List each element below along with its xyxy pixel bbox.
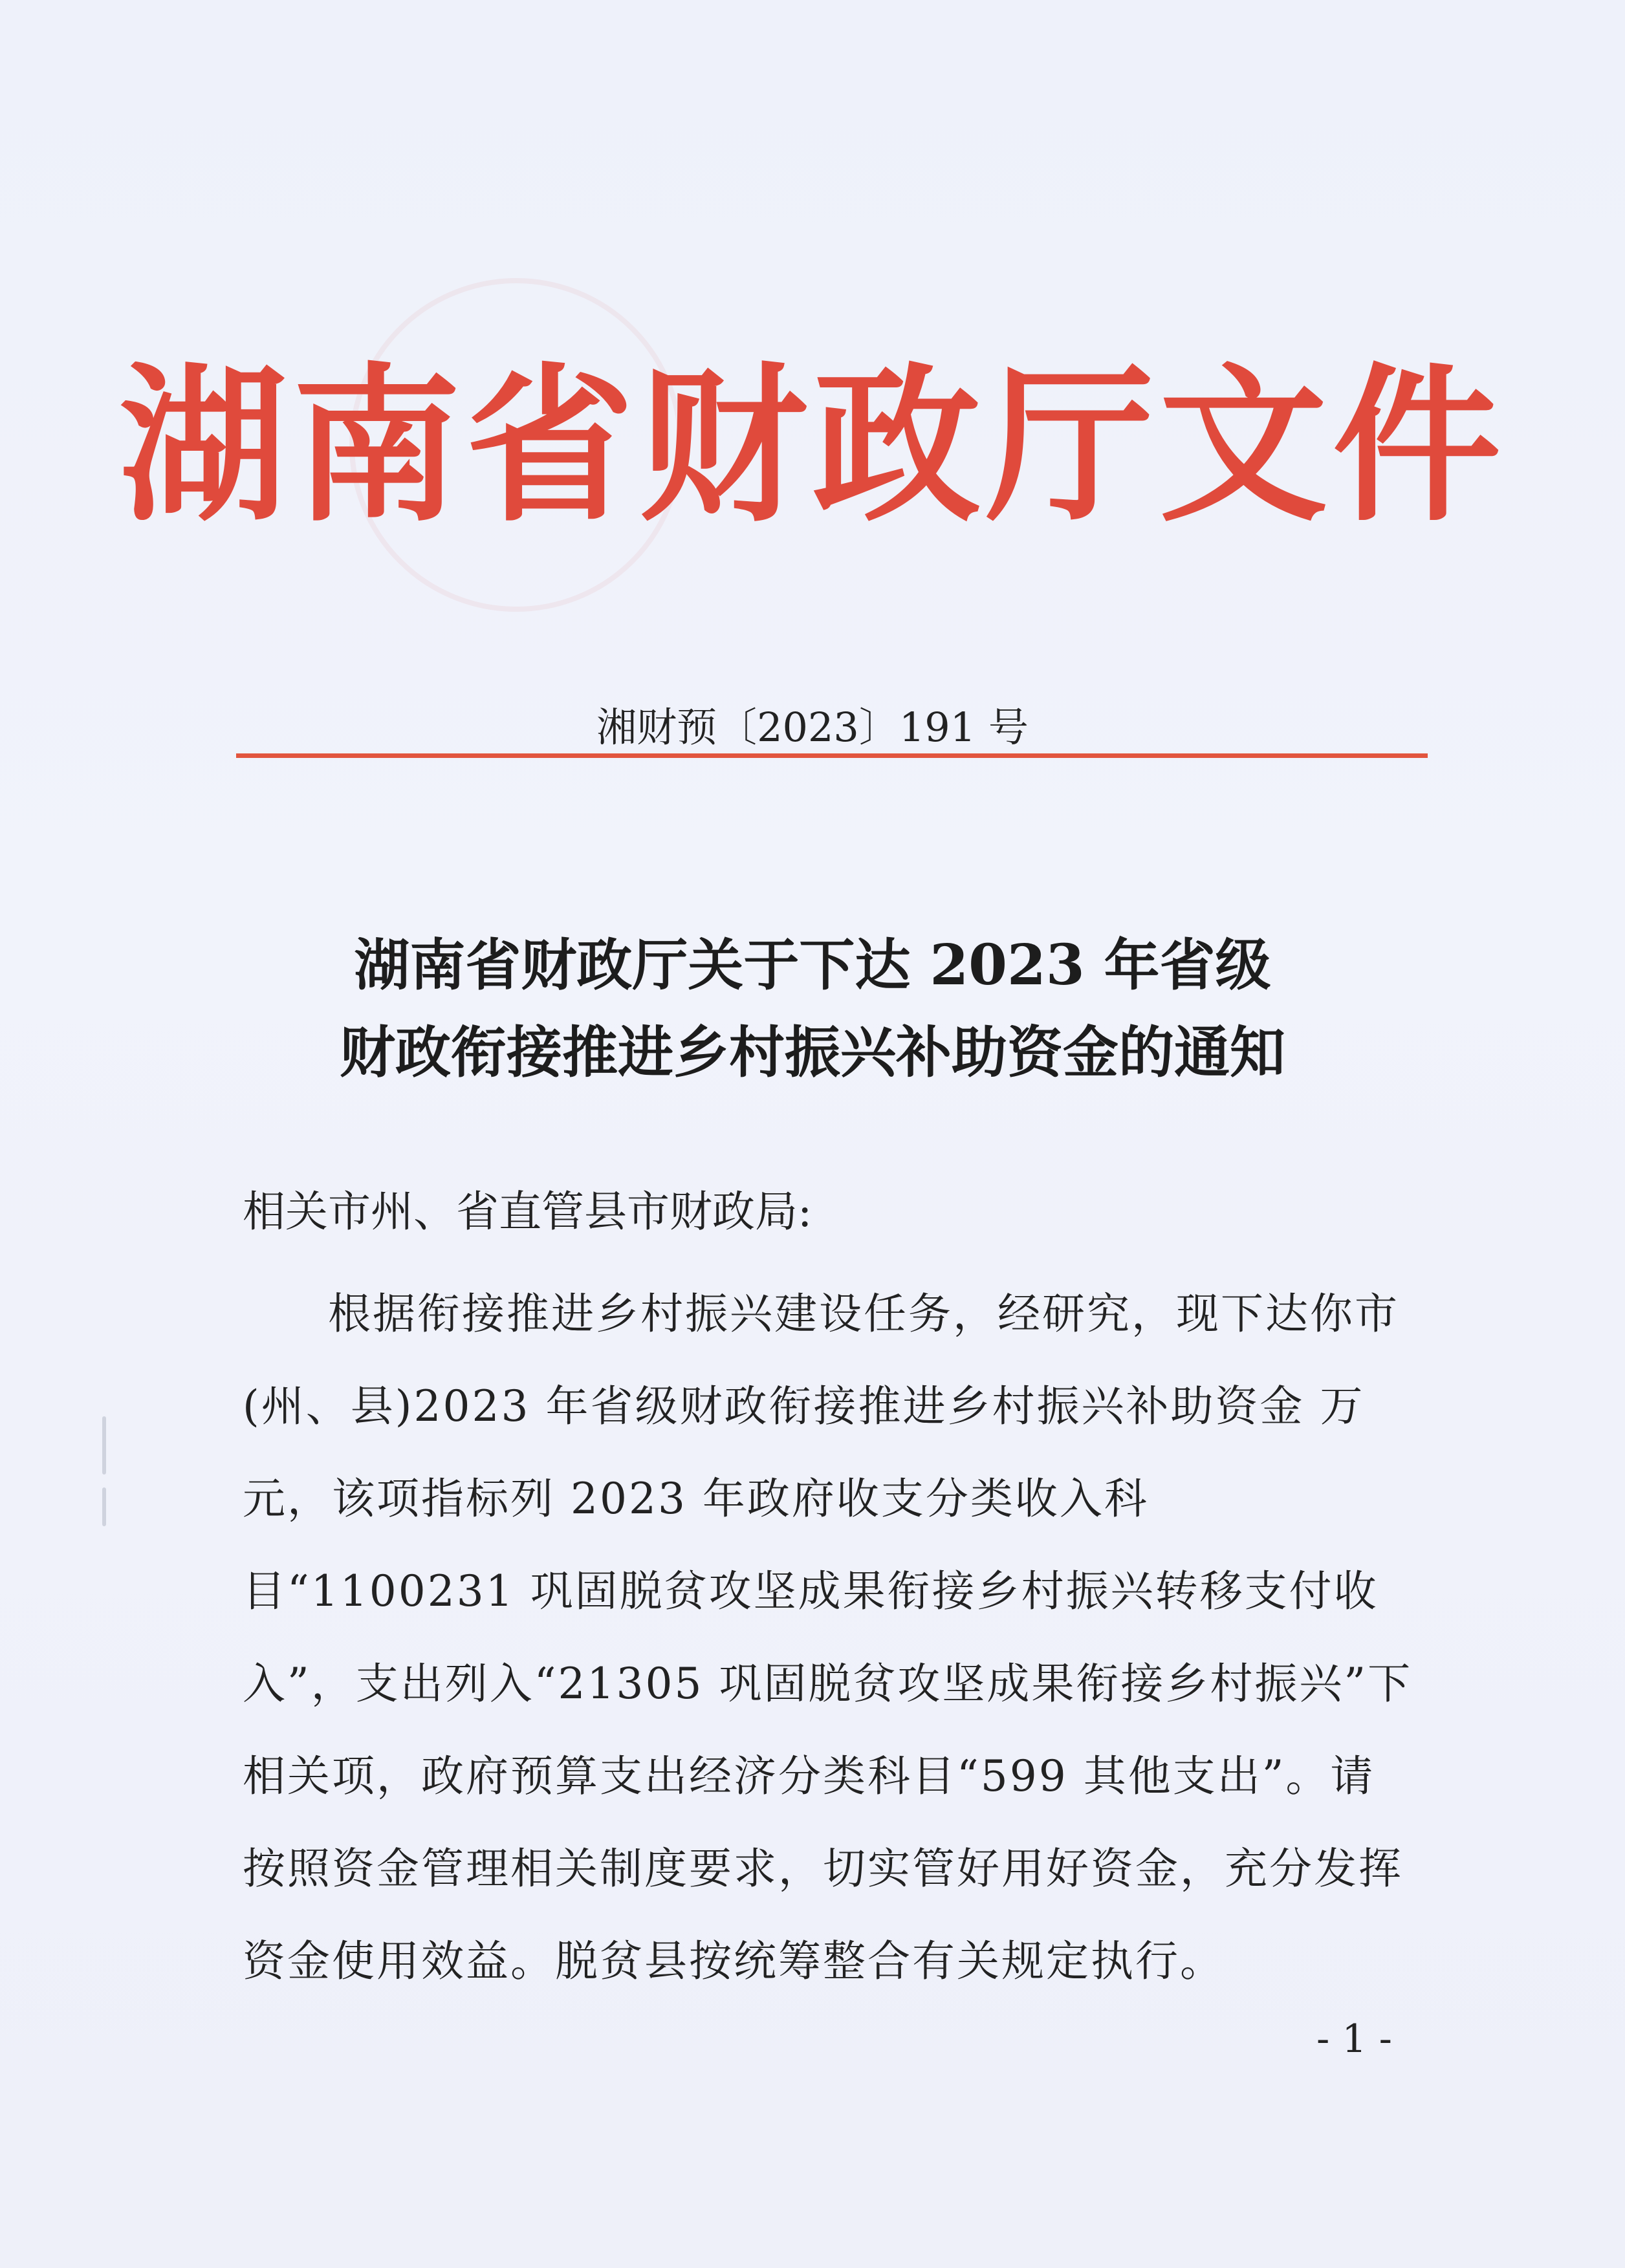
notice-title-line: 财政衔接推进乡村振兴补助资金的通知 (340, 1020, 1285, 1085)
red-divider-line (236, 753, 1428, 758)
agency-header: 湖南省财政厅文件 (119, 347, 1506, 545)
notice-title-line: 湖南省财政厅关于下达 2023 年省级 (354, 933, 1271, 998)
document-number: 湘财预〔2023〕191 号 (596, 704, 1029, 751)
binding-mark (102, 1416, 106, 1474)
body-paragraph: 根据衔接推进乡村振兴建设任务，经研究，现下达你市(州、县)2023 年省级财政衔接推进乡村振兴补助资金 万元，该项指标列 2023 年政府收支分类收入科目“1100231 巩固脱贫攻坚成果衔接乡村振兴转移支付收入”，支出列入“21305 巩固脱贫攻坚成果衔接乡村振兴”下相关项，政府预算支出经济分类科目“599 其他支出”。请按照资金管理相关制度要求，切实管好用好资金，充分发挥资金使用效益。脱贫县按统筹整合有关规定执行。 (243, 1289, 1413, 1986)
body-text (243, 1268, 1417, 2007)
binding-mark (102, 1487, 106, 1526)
salutation: 相关市州、省直管县市财政局: (243, 1187, 812, 1237)
notice-title (0, 922, 1625, 1096)
page-number: - 1 - (1316, 2016, 1392, 2062)
